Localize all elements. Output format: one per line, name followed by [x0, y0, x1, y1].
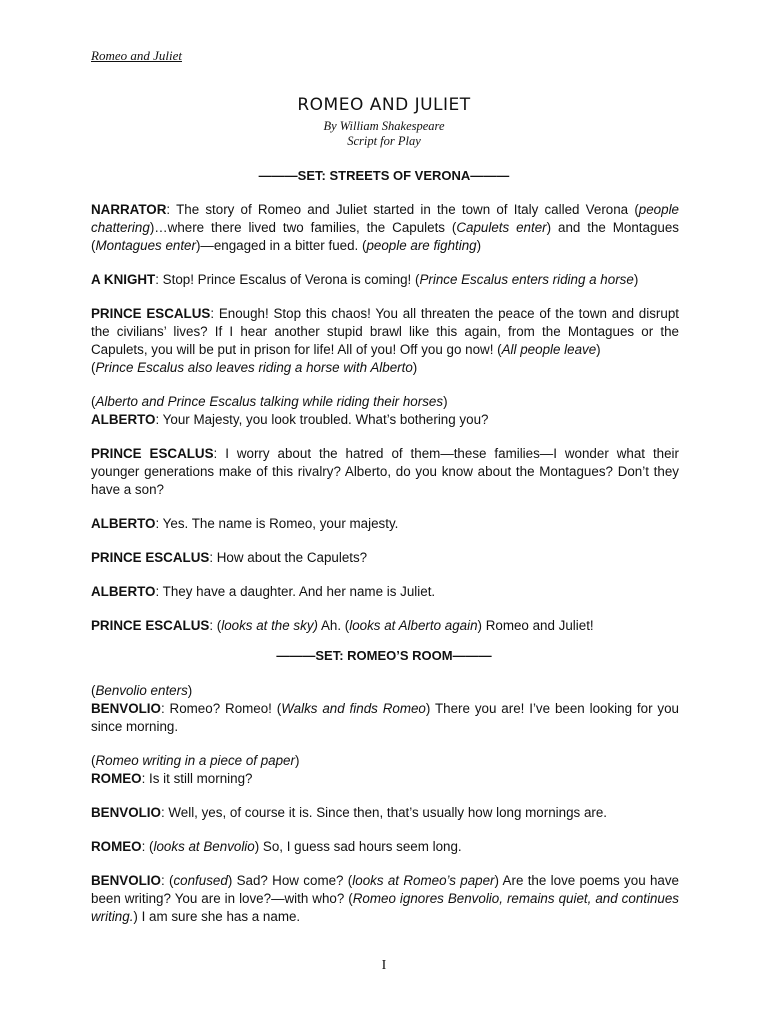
paragraph-prince-escalus-3 [91, 549, 679, 567]
script-section-2 [91, 682, 679, 926]
paragraph-benvolio-1 [91, 682, 679, 736]
dialogue-text: ) Romeo and Juliet! [477, 618, 594, 633]
dialogue-text: ( [91, 360, 96, 375]
speaker-name: A KNIGHT [91, 272, 156, 287]
dialogue-text: ) I am sure she has a name. [133, 909, 301, 924]
dialogue-text: : Romeo? Romeo! ( [160, 701, 282, 716]
dialogue-text: : Yes. The name is Romeo, your majesty. [155, 516, 399, 531]
speaker-name: ALBERTO [91, 412, 156, 427]
set-heading-streets: ———SET: STREETS OF VERONA——— [258, 168, 510, 183]
stage-direction: Prince Escalus also leaves riding a horse with Alberto [95, 360, 413, 375]
paragraph-alberto-3 [91, 583, 679, 601]
paragraph-prince-escalus-4 [91, 617, 679, 635]
dialogue-text: ) There you are! I’ve been looking for you since morning. [91, 701, 679, 734]
set-heading-romeos-room: ———SET: ROMEO’S ROOM——— [276, 648, 492, 663]
dialogue-text: : ( [160, 873, 174, 888]
running-header: Romeo and Juliet [91, 48, 182, 63]
stage-direction: looks at Romeo’s paper [352, 873, 495, 888]
stage-direction: Alberto and Prince Escalus talking while riding their horses [95, 394, 444, 409]
dialogue-text: : The story of Romeo and Juliet started in the town of Italy called Verona ( [166, 202, 639, 217]
dialogue-text: ( [91, 753, 96, 768]
paragraph-prince-escalus-1 [91, 305, 679, 377]
dialogue-text: : Well, yes, of course it is. Since then, that’s usually how long mornings are. [160, 805, 608, 820]
stage-direction: Prince Escalus enters riding a horse [419, 272, 634, 287]
stage-direction: Romeo writing in a piece of paper [95, 753, 295, 768]
paragraph-romeo-1 [91, 752, 679, 788]
dialogue-text: : ( [209, 618, 222, 633]
dialogue-text: : Stop! Prince Escalus of Verona is coming! ( [155, 272, 420, 287]
dialogue-text: : Enough! Stop this chaos! You all threaten the peace of the town and disrupt the civilians’ lives? If I hear another stupid brawl like this again, from the Montagues or the Capulets, you will be put in prison for life! All of you! Off you go now! ( [91, 306, 679, 357]
dialogue-text: ) and the Montagues ( [91, 220, 680, 253]
dialogue-text: ) [596, 342, 601, 357]
dialogue-text: : How about the Capulets? [209, 550, 368, 565]
stage-direction: All people leave [501, 342, 597, 357]
dialogue-text: ) [294, 753, 300, 768]
speaker-name: PRINCE ESCALUS [91, 550, 210, 565]
dialogue-text: ) [187, 683, 193, 698]
dialogue-text: ) Are the love poems you have been writing? You are in love?—with who? ( [91, 873, 679, 906]
speaker-name: ALBERTO [91, 516, 156, 531]
dialogue-text: : Your Majesty, you look troubled. What’s bothering you? [155, 412, 489, 427]
speaker-name: BENVOLIO [91, 873, 161, 888]
dialogue-text: ) [443, 394, 448, 409]
dialogue-text: Ah. ( [317, 618, 350, 633]
paragraph-narrator [91, 201, 679, 255]
dialogue-text: : ( [141, 839, 154, 854]
paragraph-prince-escalus-2 [91, 445, 679, 499]
stage-direction: Walks and finds Romeo [281, 701, 426, 716]
stage-direction: looks at Benvolio [153, 839, 255, 854]
dialogue-text: ) [412, 360, 418, 375]
page-number: I [381, 958, 387, 973]
stage-direction: looks at Alberto again [349, 618, 478, 633]
speaker-name: PRINCE ESCALUS [91, 306, 211, 321]
stage-direction: Capulets enter [456, 220, 547, 235]
speaker-name: BENVOLIO [91, 805, 161, 820]
speaker-name: PRINCE ESCALUS [91, 618, 210, 633]
dialogue-text: )—engaged in a bitter fued. ( [195, 238, 367, 253]
author-line: By William Shakespeare [323, 119, 445, 133]
dialogue-text: : They have a daughter. And her name is Juliet. [155, 584, 436, 599]
stage-direction: confused [173, 873, 228, 888]
dialogue-text: ) Sad? How come? ( [227, 873, 353, 888]
speaker-name: ROMEO [91, 839, 142, 854]
stage-direction: Montagues enter [95, 238, 196, 253]
stage-direction: Benvolio enters [95, 683, 188, 698]
stage-direction: people are fighting [366, 238, 477, 253]
dialogue-text: ( [91, 683, 96, 698]
dialogue-text: : I worry about the hatred of them—these families—I wonder what their younger generations make of this rivalry? Alberto, do you know about the Montagues? Don’t they have a son? [91, 446, 679, 497]
paragraph-alberto-2 [91, 515, 679, 533]
script-section-1 [91, 201, 679, 635]
paragraph-benvolio-3 [91, 872, 679, 926]
paragraph-knight [91, 271, 679, 289]
document-title: ROMEO AND JULIET [297, 95, 471, 115]
dialogue-text: ( [91, 394, 96, 409]
speaker-name: ALBERTO [91, 584, 156, 599]
dialogue-text: ) [476, 238, 482, 253]
dialogue-text: ) So, I guess sad hours seem long. [254, 839, 462, 854]
paragraph-benvolio-2 [91, 804, 679, 822]
stage-direction: people chattering [91, 202, 679, 235]
stage-direction: looks at the sky) [221, 618, 318, 633]
subtitle-line: Script for Play [347, 134, 421, 148]
paragraph-alberto-1 [91, 393, 679, 429]
speaker-name: PRINCE ESCALUS [91, 446, 214, 461]
stage-direction: Romeo ignores Benvolio, remains quiet, and continues writing. [91, 891, 679, 924]
dialogue-text: ) [633, 272, 639, 287]
speaker-name: NARRATOR [91, 202, 167, 217]
speaker-name: ROMEO [91, 771, 142, 786]
speaker-name: BENVOLIO [91, 701, 161, 716]
paragraph-romeo-2 [91, 838, 679, 856]
dialogue-text: : Is it still morning? [141, 771, 253, 786]
dialogue-text: )…where there lived two families, the Capulets ( [149, 220, 457, 235]
